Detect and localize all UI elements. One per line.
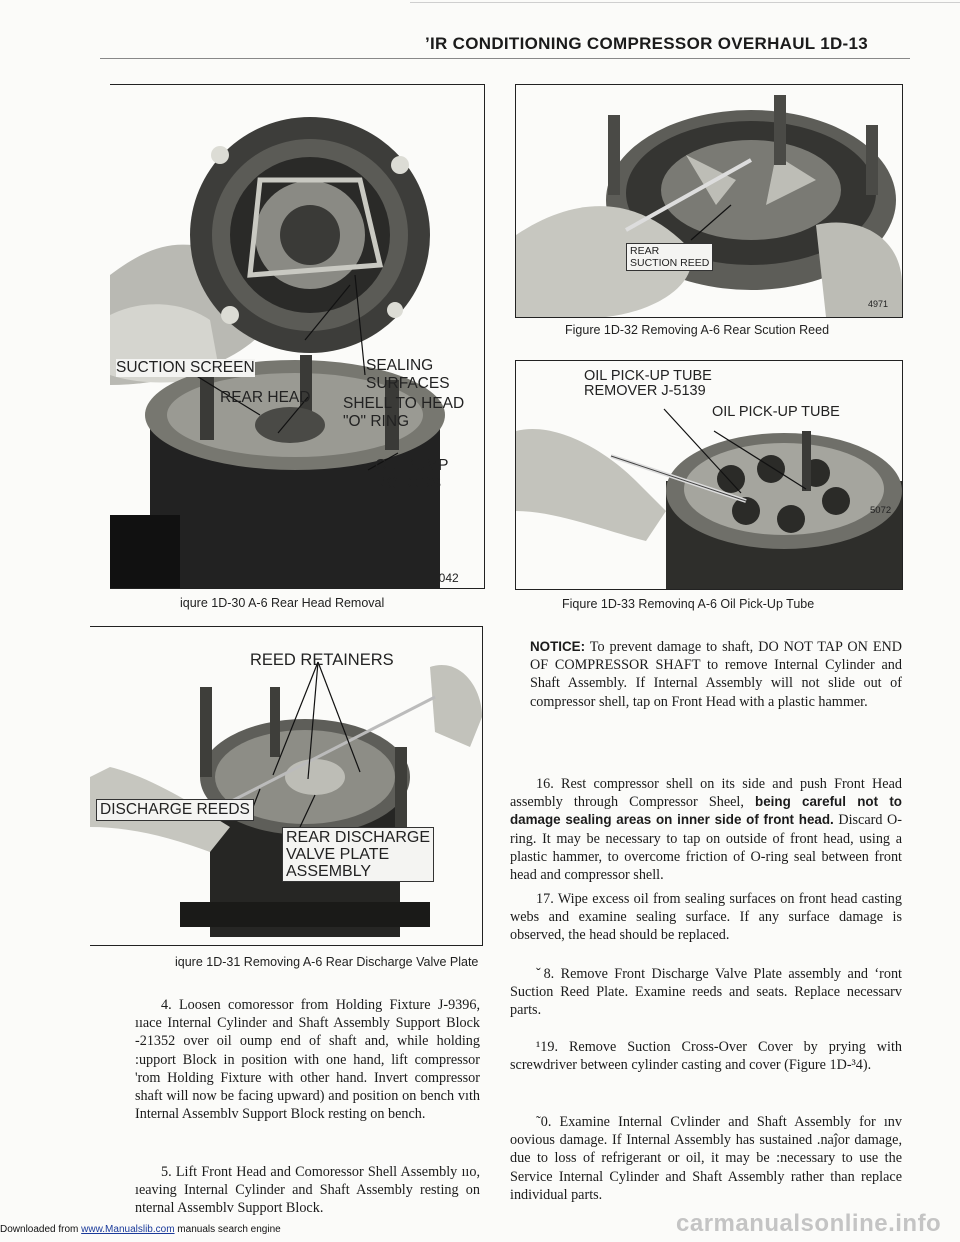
label-oil-pickup-tube-remover: OIL PICK-UP TUBE REMOVER J-5139 — [584, 368, 712, 399]
step-18-text: ˇ8. Remove Front Discharge Valve Plate assembly and ʻront Suction Reed Plate. Examine reeds and seats. Replace necessarv parts. — [510, 966, 902, 1019]
page-header: ’IR CONDITIONING COMPRESSOR OVERHAUL 1D-13 — [425, 34, 869, 53]
label-suction-screen: SUCTION SCREEN — [116, 359, 255, 376]
label-rear-discharge-valve-plate-assembly: REAR DISCHARGE VALVE PLATE ASSEMBLY — [282, 827, 434, 882]
rear-head-photo-graphic — [110, 85, 484, 588]
step-5-paragraph — [135, 1163, 480, 1218]
figure-1d-32 — [515, 84, 903, 318]
notice-paragraph — [530, 638, 902, 711]
figure-number-5042: 5042 — [432, 571, 459, 585]
rear-suction-reed-photo-graphic — [516, 85, 902, 317]
notice-label: NOTICE: — [530, 639, 586, 654]
notice-body: To prevent damage to shaft, DO NOT TAP ON END OF COMPRESSOR SHAFT to remove Internal Cylinder and Shaft Assembly. If Internal Assembly will not slide out of compressor shell, tap on Front Head with a plastic hammer. — [530, 639, 902, 710]
manualslib-link[interactable]: www.Manualslib.com — [81, 1224, 175, 1235]
step-20-paragraph — [510, 1113, 902, 1204]
footer-suffix: manuals search engine — [174, 1224, 281, 1235]
label-rear-suction-reed: REAR SUCTION REED — [626, 243, 713, 271]
caption-figure-1d-31: iqure 1D-31 Removing A-6 Rear Discharge Valve Plate — [175, 955, 479, 969]
caption-figure-1d-30: iqure 1D-30 A-6 Rear Head Removal — [180, 596, 385, 610]
label-sealing-surfaces: SEALING SURFACES — [366, 357, 450, 392]
step-20-text: ˜0. Examine Internal Cvlinder and Shaft Assembly for ınv oovious damage. If Internal Assembly has sustained .naĵor damage, due to loss of refrigerant or oil, it may be :necessary to use the Service Internal Cylinder and Shaft Assembly rather than replace individual parts. — [510, 1114, 902, 1203]
step-4-text: 4. Loosen comoressor from Holding Fixture J-9396, ııace Internal Cylinder and Shaft Assembly Support Block -21352 over oil oump end of shaft and, while holding :upport Block in position with one hand, lift compressor 'rom Holding Fixture with other hand. Invert compressor shaft will now be facing upward) and position on bench vıth Internal Assemblv Support Block resting on bench. — [135, 997, 480, 1123]
step-17-text: 17. Wipe excess oil from sealing surfaces on front head casting webs and examine sealing surface. If any surface damage is observed, the head should be replaced. — [510, 891, 902, 944]
step-16-paragraph — [510, 775, 902, 884]
label-oil-pump-rotors: OIL PUMP ROTORS — [375, 457, 449, 492]
step-19-paragraph — [510, 1038, 902, 1074]
step-18-paragraph — [510, 965, 902, 1020]
figure-1d-33 — [515, 360, 903, 590]
label-discharge-reeds: DISCHARGE REEDS — [96, 799, 254, 821]
caption-figure-1d-33: Fiqure 1D-33 Removinq A-6 Oil Pick-Up Tube — [562, 597, 815, 611]
carmanualsonline-logo: carmanualsonline.info — [676, 1210, 942, 1237]
footer — [0, 1224, 281, 1235]
step-16-text-b: Discard O-ring. It may be necessary to tap on outside of front head, using a plastic hammer, to overcome friction of O-ring seal between front head and compressor shell. — [510, 812, 902, 884]
label-rear-head: REAR HEAD — [220, 389, 311, 406]
figure-1d-31-photo — [90, 627, 482, 945]
label-shell-to-head-o-ring: SHELL TO HEAD "O" RING — [343, 395, 465, 430]
figure-1d-31 — [90, 626, 483, 946]
step-16-text-a: 16. Rest compressor shell on its side and push Front Head assembly through Compressor Sheel, — [510, 776, 902, 811]
footer-prefix: Downloaded from — [0, 1224, 82, 1235]
figure-number-5072: 5072 — [870, 505, 892, 516]
label-oil-pickup-tube: OIL PICK-UP TUBE — [712, 404, 840, 420]
top-rule — [410, 2, 960, 3]
figure-1d-30 — [110, 84, 485, 589]
figure-1d-30-photo — [110, 85, 484, 588]
step-17-paragraph — [510, 890, 902, 945]
figure-1d-32-photo — [516, 85, 902, 317]
step-16-text-bold: being careful not to damage sealing areas on inner side of front head. — [510, 794, 902, 828]
header-rule — [100, 58, 910, 59]
step-19-text: ¹19. Remove Suction Cross-Over Cover by prying with screwdriver between cylinder casting and cover (Figure 1D-³4). — [510, 1039, 902, 1074]
label-reed-retainers: REED RETAINERS — [250, 651, 394, 669]
step-5-text: 5. Lift Front Head and Comoressor Shell Assembly ııo, ıeaving Internal Cylinder and Shaft Assembly resting on nternal Assemblv Support Block. — [135, 1164, 480, 1217]
caption-figure-1d-32: Figure 1D-32 Removing A-6 Rear Scution Reed — [565, 323, 830, 337]
figure-number-4971: 4971 — [868, 299, 889, 309]
rear-discharge-valve-photo-graphic — [90, 627, 482, 945]
step-4-paragraph — [135, 996, 480, 1123]
